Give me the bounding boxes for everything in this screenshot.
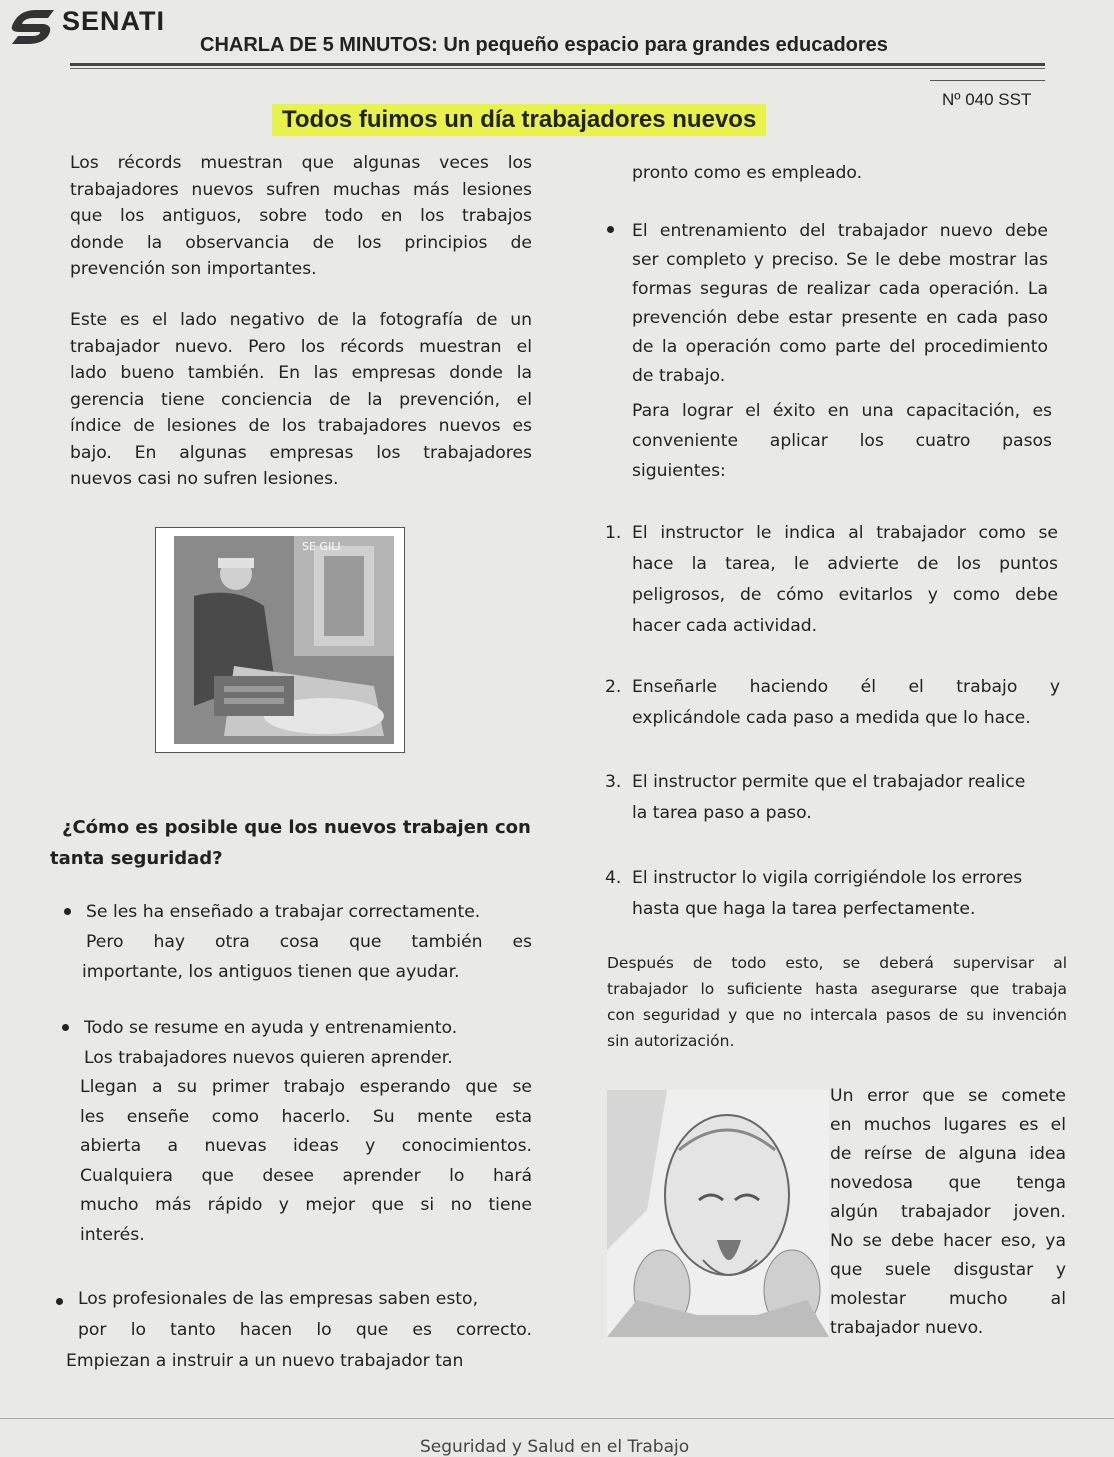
senati-logo-icon: [8, 6, 58, 46]
step-number: 3.: [605, 772, 622, 792]
text-line: Los récords muestran que algunas veces los: [70, 153, 532, 173]
bullet-icon: [607, 226, 614, 233]
step-number: 1.: [605, 523, 622, 543]
step-item: [605, 863, 1068, 925]
step-item: [605, 767, 1064, 829]
text-line: Los trabajadores nuevos quieren aprender.: [84, 1048, 453, 1068]
text-line: Pero hay otra cosa que también es: [86, 932, 532, 952]
text-line: prevención debe estar presente en cada paso: [632, 308, 1048, 328]
photo-sign: SE GILI: [302, 540, 341, 553]
text-line: abierta a nuevas ideas y conocimientos.: [80, 1136, 532, 1156]
text-line: conveniente aplicar los cuatro pasos: [632, 431, 1052, 451]
brand-name: SENATI: [62, 6, 166, 36]
main-title: Todos fuimos un día trabajadores nuevos: [272, 104, 766, 136]
step-number: 2.: [605, 677, 622, 697]
text-line: Se les ha enseñado a trabajar correctamente.: [86, 902, 481, 922]
text-line: índice de lesiones de los trabajadores nuevos es: [70, 416, 532, 436]
text-line: interés.: [80, 1224, 145, 1245]
text-line: El instructor permite que el trabajador realice: [632, 772, 1026, 792]
laughing-man-photo: [607, 1090, 829, 1337]
text-line: por lo tanto hacen lo que es correcto.: [78, 1320, 532, 1340]
text-line: algún trabajador joven.: [830, 1202, 1066, 1222]
text-line: peligrosos, de cómo evitarlos y como debe: [632, 585, 1058, 605]
text-line: con seguridad y que no intercala pasos de su invención: [607, 1006, 1067, 1024]
text-line: la tarea paso a paso.: [632, 803, 812, 823]
intro-paragraph: [70, 150, 532, 283]
worker-illustration: [174, 536, 394, 744]
text-line: bajo. En algunas empresas los trabajadores: [70, 442, 532, 463]
text-line: El instructor lo vigila corrigiéndole los errores: [632, 868, 1023, 888]
bullet-icon: [62, 1024, 69, 1031]
text-line: que los antiguos, sobre todo en los trabajos: [70, 206, 532, 226]
text-line: de trabajo.: [632, 366, 726, 386]
text-line: ser completo y preciso. Se le debe mostrar las: [632, 250, 1048, 270]
header-rule-thin: [70, 68, 1045, 69]
text-line: hacer cada actividad.: [632, 616, 818, 636]
steps-intro-paragraph: [632, 396, 1052, 486]
text-line: No se debe hacer eso, ya: [830, 1231, 1066, 1251]
text-line: hasta que haga la tarea perfectamente.: [632, 899, 976, 919]
laughing-man-illustration: [607, 1090, 829, 1337]
text-line: de la operación como parte del procedimiento: [632, 337, 1048, 357]
bullet-icon: [64, 908, 71, 915]
text-line: novedosa que tenga: [830, 1173, 1066, 1193]
step-number: 4.: [605, 868, 622, 888]
text-line: tanta seguridad?: [50, 848, 223, 869]
text-line: donde la observancia de los principios de: [70, 232, 532, 253]
step-item: [605, 518, 1058, 642]
text-line: Todo se resume en ayuda y entrenamiento.: [84, 1018, 458, 1038]
text-line: siguientes:: [632, 461, 726, 481]
text-line: mucho más rápido y mejor que si no tiene: [80, 1195, 532, 1215]
text-line: en muchos lugares es el: [830, 1115, 1066, 1135]
text-line: trabajador nuevo. Pero los récords muestran el: [70, 336, 532, 357]
text-line: formas seguras de realizar cada operación. La: [632, 279, 1048, 299]
text-line: El instructor le indica al trabajador como se: [632, 523, 1058, 543]
text-line: trabajador lo suficiente hasta asegurarse que trabaja: [607, 980, 1067, 998]
text-line: sin autorización.: [607, 1032, 735, 1050]
text-line: trabajador nuevo.: [830, 1318, 984, 1338]
error-paragraph: [830, 1082, 1066, 1343]
bullet-continuation: [80, 1073, 532, 1250]
step-item: [605, 672, 1060, 734]
bullet-item: [82, 897, 532, 987]
text-line: Para lograr el éxito en una capacitación, es: [632, 401, 1052, 421]
bullet-icon: [56, 1298, 63, 1305]
text-line: Enseñarle haciendo él el trabajo y: [632, 677, 1060, 697]
text-line: Un error que se comete: [830, 1086, 1066, 1106]
worker-photo: [155, 527, 405, 753]
text-line: trabajadores nuevos sufren muchas más lesiones: [70, 179, 532, 200]
footer-rule: [0, 1418, 1114, 1419]
text-line: Después de todo esto, se deberá supervisar al: [607, 954, 1067, 972]
text-line: hace la tarea, le advierte de los puntos: [632, 554, 1058, 574]
text-line: El entrenamiento del trabajador nuevo debe: [632, 221, 1048, 241]
header-rule: [70, 63, 1045, 66]
text-line: explicándole cada paso a medida que lo hace.: [632, 708, 1031, 728]
text-line: lado bueno también. En las empresas donde la: [70, 363, 532, 383]
text-line: Cualquiera que desee aprender lo hará: [80, 1165, 532, 1186]
document-number: Nº 040 SST: [942, 90, 1032, 109]
question-heading: [50, 812, 532, 874]
text-line: importante, los antiguos tienen que ayudar.: [82, 962, 460, 982]
text-line: ¿Cómo es posible que los nuevos trabajen con: [62, 817, 531, 838]
number-rule: [930, 80, 1045, 81]
series-title: CHARLA DE 5 MINUTOS: Un pequeño espacio para grandes educadores: [200, 34, 888, 56]
bullet-item: [66, 1284, 532, 1377]
bullet-item: [84, 1013, 532, 1073]
continuation-line: pronto como es empleado.: [632, 163, 863, 183]
text-line: gerencia tiene conciencia de la prevención, el: [70, 389, 532, 410]
text-line: Los profesionales de las empresas saben esto,: [78, 1289, 479, 1309]
text-line: Llegan a su primer trabajo esperando que se: [80, 1077, 532, 1097]
text-line: molestar mucho al: [830, 1289, 1066, 1309]
second-paragraph: [70, 307, 532, 493]
text-line: que suele disgustar y: [830, 1260, 1066, 1280]
text-line: les enseñe como hacerlo. Su mente esta: [80, 1106, 532, 1127]
text-line: nuevos casi no sufren lesiones.: [70, 469, 339, 489]
bullet-item-training: [632, 217, 1048, 391]
text-line: prevención son importantes.: [70, 259, 317, 279]
supervision-paragraph: [607, 950, 1067, 1054]
text-line: de reírse de alguna idea: [830, 1144, 1066, 1164]
footer-text: Seguridad y Salud en el Trabajo: [420, 1437, 690, 1457]
text-line: Este es el lado negativo de la fotografía de un: [70, 310, 532, 330]
text-line: Empiezan a instruir a un nuevo trabajador tan: [66, 1351, 464, 1371]
